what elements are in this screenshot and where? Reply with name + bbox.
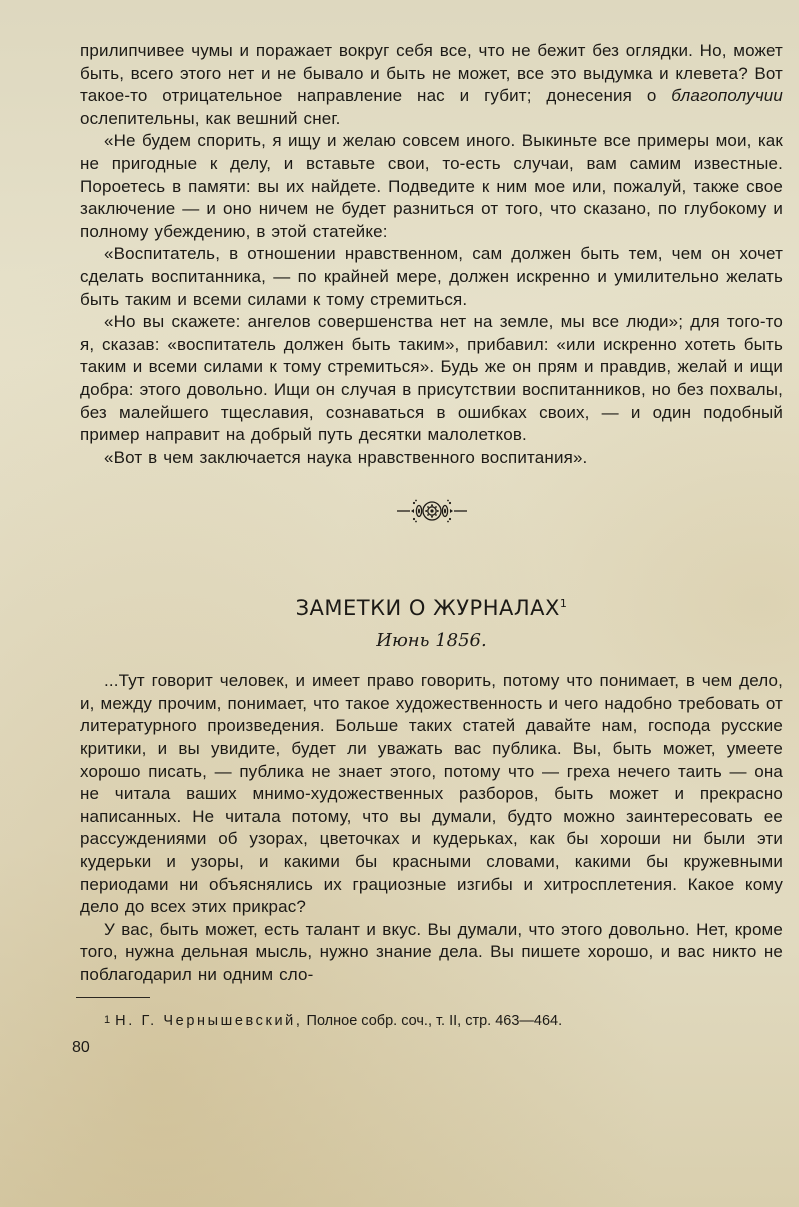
paragraph: «Но вы скажете: ангелов совершенства нет на земле, мы все люди»; для того-то я, сказав: «воспитатель должен быть таким», прибавил: «или искренно хотеть быть таким и всеми силами к тому стремиться». Будь же он прям и правдив, желай и ищи добра: этого довольно. Ищи он случая в присутствии воспитанников, но без похвалы, без малейшего тщеславия, сознаваться в ошибках своих, — и один подобный пример направит на добрый путь десятки малолетков. — [80, 312, 783, 445]
ornament-svg — [395, 498, 469, 524]
paragraph-text: ослепительны, как вешний снег. — [80, 108, 341, 128]
paragraph — [80, 40, 783, 130]
continued-text — [80, 40, 783, 469]
footnote-mark: 1 — [104, 1013, 111, 1026]
paragraph: «Не будем спорить, я ищу и желаю совсем иного. Выкиньте все примеры мои, как не пригодные к делу, и вставьте свои, то-есть случаи, вам самим известные. Пороетесь в памяти: вы их найдете. Подведите к ним мое или, пожалуй, также свое заключение — и оно ничем не будет разниться от того, что сказано, по глубокому и полному убеждению, в этой статейке: — [80, 131, 783, 241]
footnote-source: Полное собр. соч., т. II, стр. 463—464. — [306, 1012, 563, 1029]
floral-divider-icon — [80, 491, 783, 531]
footnote-author: Н. Г. Чернышевский, — [115, 1012, 303, 1029]
paragraph: «Воспитатель, в отношении нравственном, сам должен быть тем, чем он хочет сделать воспитанника, — по крайней мере, должен искренно и умилительно желать быть таким и всеми силами к тому стремиться. — [80, 244, 783, 309]
paragraph: «Вот в чем заключается наука нравственного воспитания». — [104, 447, 588, 467]
paragraph: У вас, быть может, есть талант и вкус. Вы думали, что этого довольно. Нет, кроме того, нужна дельная мысль, нужно знание дела. Вы пишете хорошо, и вас никто не поблагодарил ни одним сло- — [80, 919, 783, 984]
footnote-divider — [76, 997, 150, 998]
article-body — [80, 670, 783, 986]
article-date: Июнь 1856. — [376, 630, 487, 652]
article-title-text: ЗАМЕТКИ О ЖУРНАЛАХ — [295, 596, 560, 621]
paragraph-text: прилипчивее чумы и поражает вокруг себя все, что не бежит без оглядки. Но, может быть, всего этого нет и не бывало и быть не может, все это выдумка и клевета? Вот такое-то отрицательное направление нас и губит; донесения о — [80, 41, 783, 106]
page-number: 80 — [72, 1038, 90, 1056]
paragraph: ...Тут говорит человек, и имеет право говорить, потому что понимает, в чем дело, и, между прочим, понимает, что такое художественность и чего надобно требовать от литературного произведения. Больше таких статей давайте нам, господа русские критики, и вы увидите, будет ли уважать вас публика. Вы, быть может, умеете хорошо писать, — публика не знает этого, потому что — греха нечего таить — она не читала ваших мнимо-художественных разборов, быть может и прекрасно написанных. Не читала потому, что вы думали, будто можно заинтересовать ее рассуждениями об узорах, цветочках и кудерьках, как бы хороши ни были эти кудерьки и узоры, и какими бы красными словами, какими бы кружевными периодами ни объяснялись их грациозные изгибы и хитросплетения. Какое кому дело до всех этих прикрас? — [80, 671, 783, 917]
footnote-reference[interactable]: 1 — [559, 597, 568, 611]
article-title — [80, 591, 783, 621]
book-page — [72, 40, 783, 1057]
emphasis-text: благополучии — [671, 86, 783, 106]
footnote — [80, 1010, 783, 1031]
